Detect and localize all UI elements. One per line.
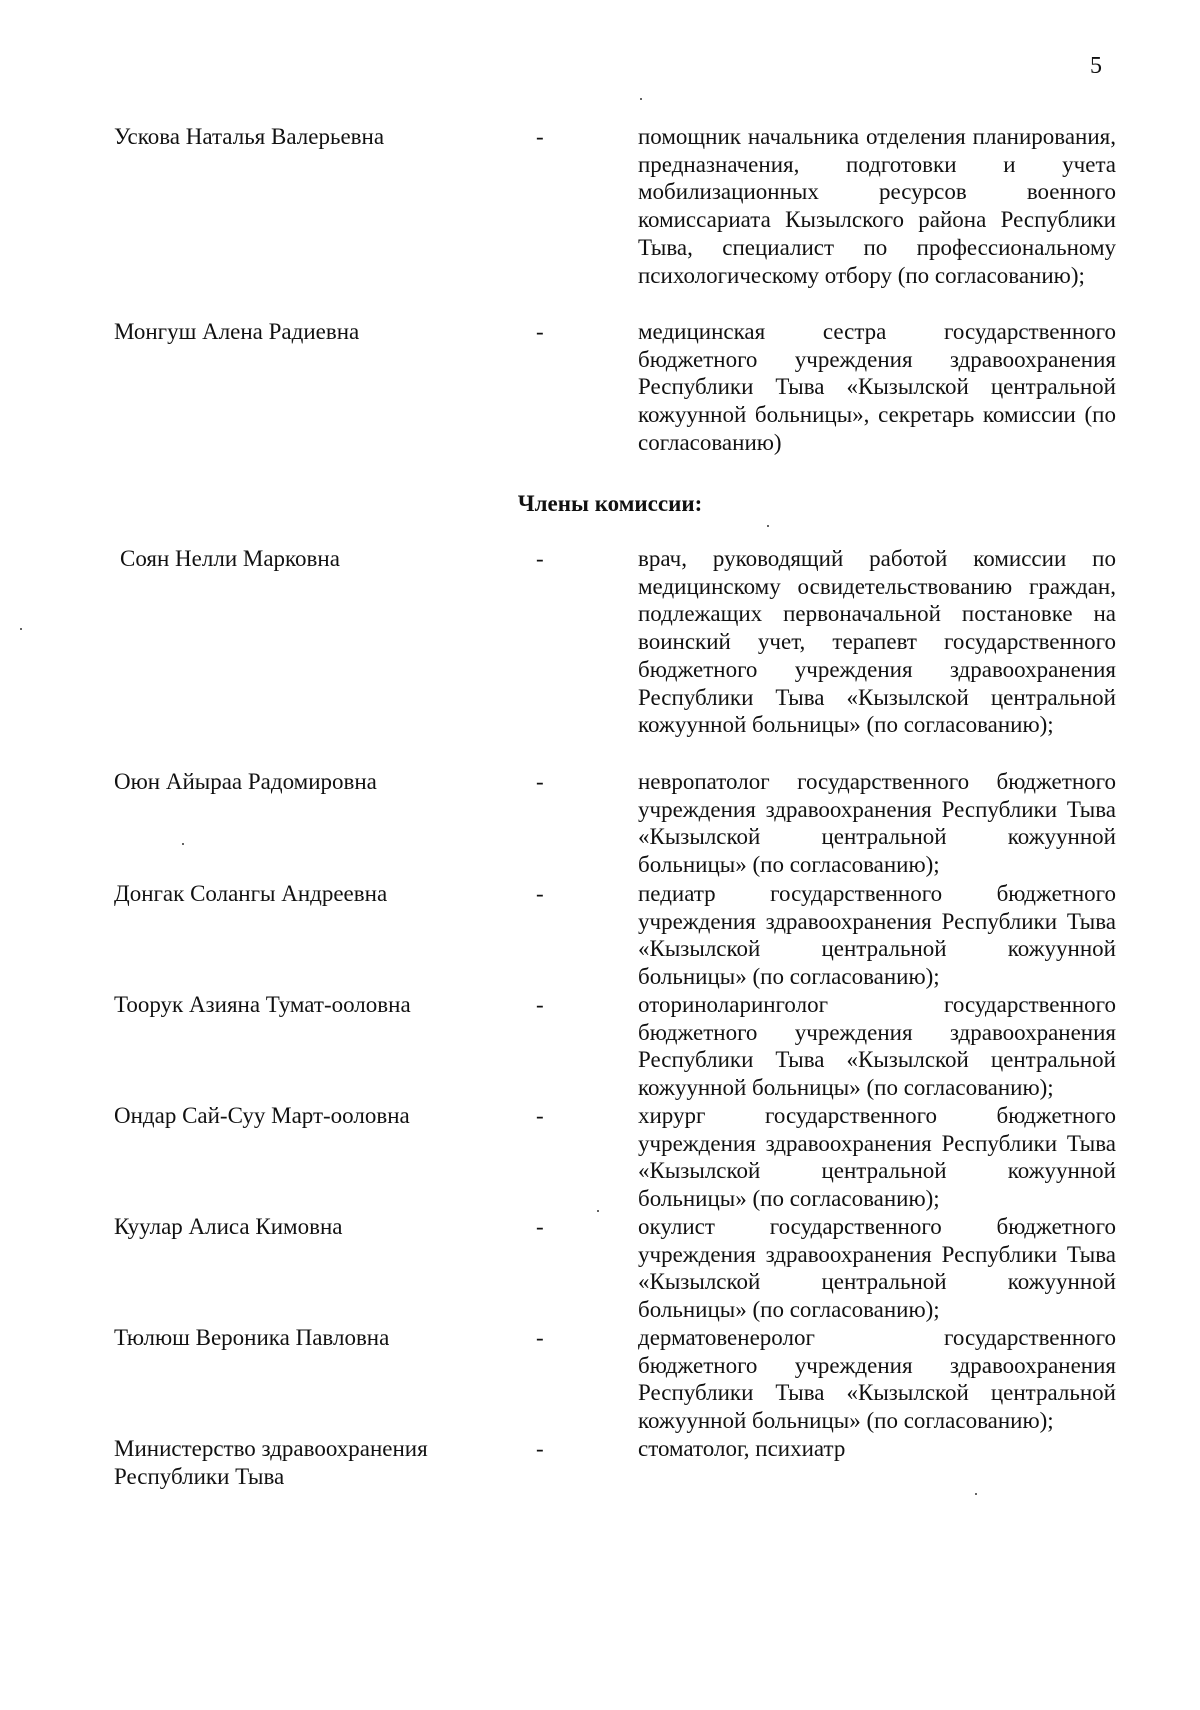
dash-separator: - [536,1214,544,1239]
dash-separator: - [536,1103,544,1128]
scan-speck [767,525,769,527]
person-name: Оюн Айыраа Радомировна [114,769,377,794]
dash-separator: - [536,881,544,906]
position-description: хирург государственного бюджетного учреждения здравоохранения Республики Тыва «Кызылской центральной кожуунной больницы» (по согласованию); [638,1103,1116,1212]
person-name: Ондар Сай-Суу Март-ооловна [114,1103,410,1128]
position-description: медицинская сестра государственного бюджетного учреждения здравоохранения Республики Тыва «Кызылской центральной кожуунной больницы», секретарь комиссии (по согласованию) [638,319,1116,455]
dash-separator: - [536,1436,544,1461]
scan-speck [182,843,184,845]
dash-separator: - [536,769,544,794]
person-name: Монгуш Алена Радиевна [114,319,360,344]
scan-speck [20,628,22,630]
position-description: невропатолог государственного бюджетного учреждения здравоохранения Республики Тыва «Кызылской центральной кожуунной больницы» (по согласованию); [638,769,1116,878]
position-description: врач, руководящий работой комиссии по медицинскому освидетельствованию граждан, подлежащих первоначальной постановке на воинский учет, терапевт государственного бюджетного учреждения здравоохранения Республики Тыва «Кызылской центральной кожуунной больницы» (по согласованию); [638,546,1116,738]
dash-separator: - [536,1325,544,1350]
position-description: окулист государственного бюджетного учреждения здравоохранения Республики Тыва «Кызылской центральной кожуунной больницы» (по согласованию); [638,1214,1116,1323]
section-heading: Члены комиссии: [517,491,703,516]
position-description: дерматовенеролог государственного бюджетного учреждения здравоохранения Республики Тыва «Кызылской центральной кожуунной больницы» (по согласованию); [638,1325,1116,1434]
person-name: Тоорук Азияна Тумат-ооловна [114,992,411,1017]
page-number: 5 [1090,53,1102,79]
organization-name: Министерство здравоохранения Республики Тыва [114,1436,428,1489]
person-name: Ускова Наталья Валерьевна [114,124,385,149]
dash-separator: - [536,319,544,344]
person-name: Тюлюш Вероника Павловна [114,1325,390,1350]
dash-separator: - [536,546,544,571]
scan-speck [597,1210,599,1212]
person-name: Куулар Алиса Кимовна [114,1214,343,1239]
person-name: Донгак Солангы Андреевна [114,881,388,906]
dash-separator: - [536,992,544,1017]
position-description: оториноларинголог государственного бюджетного учреждения здравоохранения Республики Тыва «Кызылской центральной кожуунной больницы» (по согласованию); [638,992,1116,1101]
position-description: педиатр государственного бюджетного учреждения здравоохранения Республики Тыва «Кызылской центральной кожуунной больницы» (по согласованию); [638,881,1116,990]
dash-separator: - [536,124,544,149]
person-name: Соян Нелли Марковна [120,546,340,571]
position-description: помощник начальника отделения планирования, предназначения, подготовки и учета мобилизационных ресурсов военного комиссариата Кызылского района Республики Тыва, специалист по профессиональному психологическому отбору (по согласованию); [638,124,1116,288]
scan-speck [640,98,642,100]
scan-speck [975,1493,977,1495]
position-description: стоматолог, психиатр [638,1436,846,1461]
